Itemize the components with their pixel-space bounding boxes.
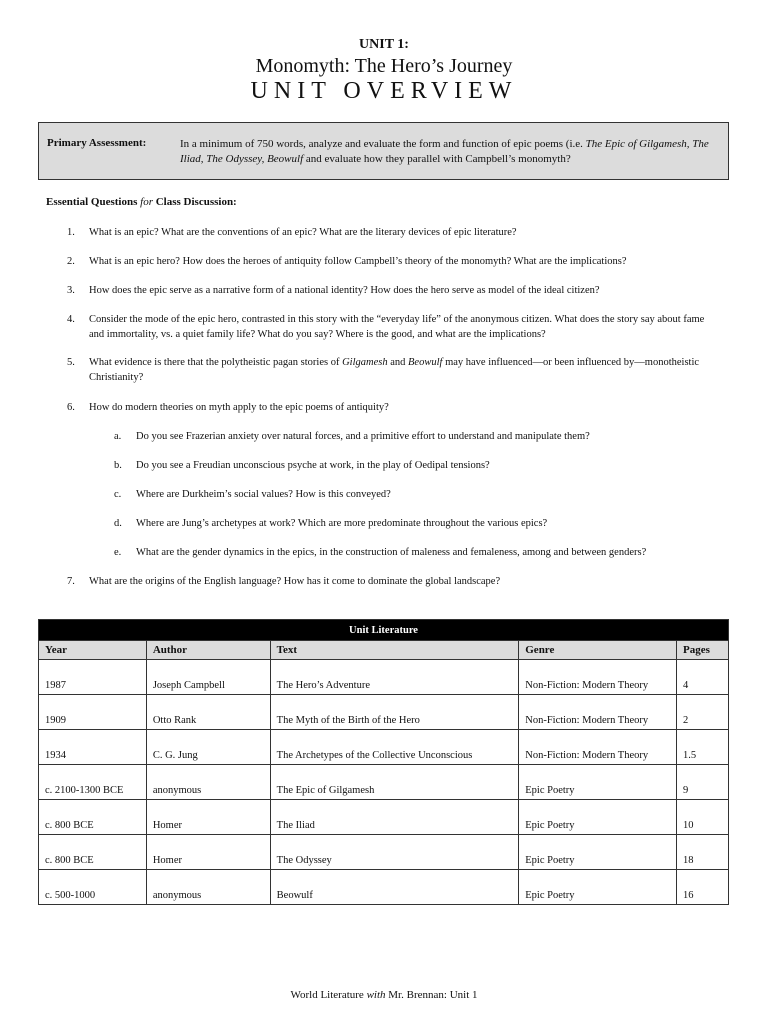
question-text: How does the epic serve as a narrative form of a national identity? How does the hero serve as model of the ideal citizen? [89, 285, 600, 296]
sub-question-text: Do you see Frazerian anxiety over natural forces, and a primitive effort to understand and manipulate them? [136, 431, 590, 442]
question-number: 6. [67, 402, 75, 413]
table-caption: Unit Literature [39, 620, 729, 641]
cell-text: Beowulf [270, 870, 519, 905]
cell-genre: Non-Fiction: Modern Theory [519, 695, 677, 730]
cell-year: c. 2100-1300 BCE [39, 765, 147, 800]
cell-genre: Epic Poetry [519, 800, 677, 835]
cell-pages: 2 [676, 695, 728, 730]
cell-author: Joseph Campbell [146, 660, 270, 695]
cell-genre: Epic Poetry [519, 835, 677, 870]
sub-question-text: What are the gender dynamics in the epics, in the construction of maleness and femaleness, among and between genders? [136, 547, 647, 558]
cell-text: The Archetypes of the Collective Unconscious [270, 730, 519, 765]
cell-genre: Non-Fiction: Modern Theory [519, 730, 677, 765]
page-title: UNIT OVERVIEW [250, 78, 518, 104]
primary-assessment-text-italic: The Epic of Gilgamesh, The Iliad, The Odyssey, Beowulf [180, 138, 709, 165]
table-row [39, 870, 729, 905]
cell-author: C. G. Jung [146, 730, 270, 765]
question-number: 5. [67, 357, 75, 368]
footer-italic: with [366, 989, 386, 1001]
question-text: What are the origins of the English language? How has it come to dominate the global landscape? [89, 576, 501, 587]
eq-title-post: Class Discussion: [152, 196, 237, 208]
cell-author: Homer [146, 800, 270, 835]
cell-year: 1909 [39, 695, 147, 730]
table-row [39, 660, 729, 695]
sub-question-letter: d. [114, 518, 122, 529]
cell-year: 1934 [39, 730, 147, 765]
table-header-row [39, 641, 729, 660]
column-header-year: Year [39, 641, 147, 660]
cell-author: anonymous [146, 765, 270, 800]
column-header-genre: Genre [519, 641, 677, 660]
cell-author: Otto Rank [146, 695, 270, 730]
primary-assessment-label: Primary Assessment: [47, 137, 147, 149]
primary-assessment-box [38, 122, 729, 180]
cell-text: The Myth of the Birth of the Hero [270, 695, 519, 730]
unit-subtitle: Monomyth: The Hero’s Journey [255, 55, 513, 77]
primary-assessment-text-post: and evaluate how they parallel with Campbell’s monomyth? [303, 153, 571, 165]
cell-genre: Epic Poetry [519, 870, 677, 905]
q5-text-post: may have influenced—or been influenced by—monotheistic Christianity? [89, 357, 700, 383]
sub-question-text: Do you see a Freudian unconscious psyche at work, in the play of Oedipal tensions? [136, 460, 490, 471]
column-header-text: Text [270, 641, 519, 660]
eq-title-italic: for [140, 196, 153, 208]
question-text: What is an epic? What are the conventions of an epic? What are the literary devices of epic literature? [89, 227, 517, 238]
cell-author: Homer [146, 835, 270, 870]
sub-question-letter: b. [114, 460, 122, 471]
column-header-pages: Pages [676, 641, 728, 660]
footer-post: Mr. Brennan: Unit 1 [385, 989, 478, 1001]
essential-questions-heading [46, 196, 237, 208]
cell-pages: 16 [676, 870, 728, 905]
cell-text: The Iliad [270, 800, 519, 835]
q5-italic-beowulf: Beowulf [408, 357, 443, 368]
table-row [39, 835, 729, 870]
cell-pages: 10 [676, 800, 728, 835]
cell-year: c. 800 BCE [39, 800, 147, 835]
page-footer [0, 989, 768, 1001]
question-number: 7. [67, 576, 75, 587]
question-number: 1. [67, 227, 75, 238]
sub-question-text: Where are Durkheim’s social values? How is this conveyed? [136, 489, 391, 500]
column-header-author: Author [146, 641, 270, 660]
table-row [39, 730, 729, 765]
footer-pre: World Literature [290, 989, 367, 1001]
sub-question-letter: a. [114, 431, 122, 442]
question-text: How do modern theories on myth apply to the epic poems of antiquity? [89, 402, 389, 413]
cell-pages: 1.5 [676, 730, 728, 765]
table-row [39, 765, 729, 800]
question-text [89, 355, 719, 385]
cell-genre: Epic Poetry [519, 765, 677, 800]
sub-question-text: Where are Jung’s archetypes at work? Which are more predominate throughout the various epics? [136, 518, 548, 529]
table-row [39, 695, 729, 730]
primary-assessment-text [180, 137, 720, 167]
question-text: What is an epic hero? How does the heroes of antiquity follow Campbell’s theory of the monomyth? What are the implications? [89, 256, 627, 267]
table-row [39, 800, 729, 835]
q5-italic-gilgamesh: Gilgamesh [342, 357, 388, 368]
q5-text-mid: and [387, 357, 409, 368]
question-text: Consider the mode of the epic hero, contrasted in this story with the “everyday life” of the anonymous citizen. What does the story say about fame and immortality, vs. a quiet family life? What do you say? Where is the good, and what are the implications? [89, 314, 705, 340]
cell-text: The Odyssey [270, 835, 519, 870]
cell-year: 1987 [39, 660, 147, 695]
question-number: 3. [67, 285, 75, 296]
cell-year: c. 800 BCE [39, 835, 147, 870]
unit-number: UNIT 1: [359, 37, 409, 52]
cell-year: c. 500-1000 [39, 870, 147, 905]
primary-assessment-text-pre: In a minimum of 750 words, analyze and evaluate the form and function of epic poems (i.e. [180, 138, 586, 150]
sub-question-letter: e. [114, 547, 122, 558]
cell-genre: Non-Fiction: Modern Theory [519, 660, 677, 695]
q5-text-pre: What evidence is there that the polytheistic pagan stories of [89, 357, 343, 368]
question-number: 2. [67, 256, 75, 267]
unit-literature-table [38, 619, 729, 905]
cell-author: anonymous [146, 870, 270, 905]
question-number: 4. [67, 314, 75, 325]
cell-pages: 18 [676, 835, 728, 870]
sub-question-letter: c. [114, 489, 122, 500]
cell-text: The Epic of Gilgamesh [270, 765, 519, 800]
cell-text: The Hero’s Adventure [270, 660, 519, 695]
table-caption-row [39, 620, 729, 641]
cell-pages: 9 [676, 765, 728, 800]
eq-title-pre: Essential Questions [46, 196, 141, 208]
cell-pages: 4 [676, 660, 728, 695]
